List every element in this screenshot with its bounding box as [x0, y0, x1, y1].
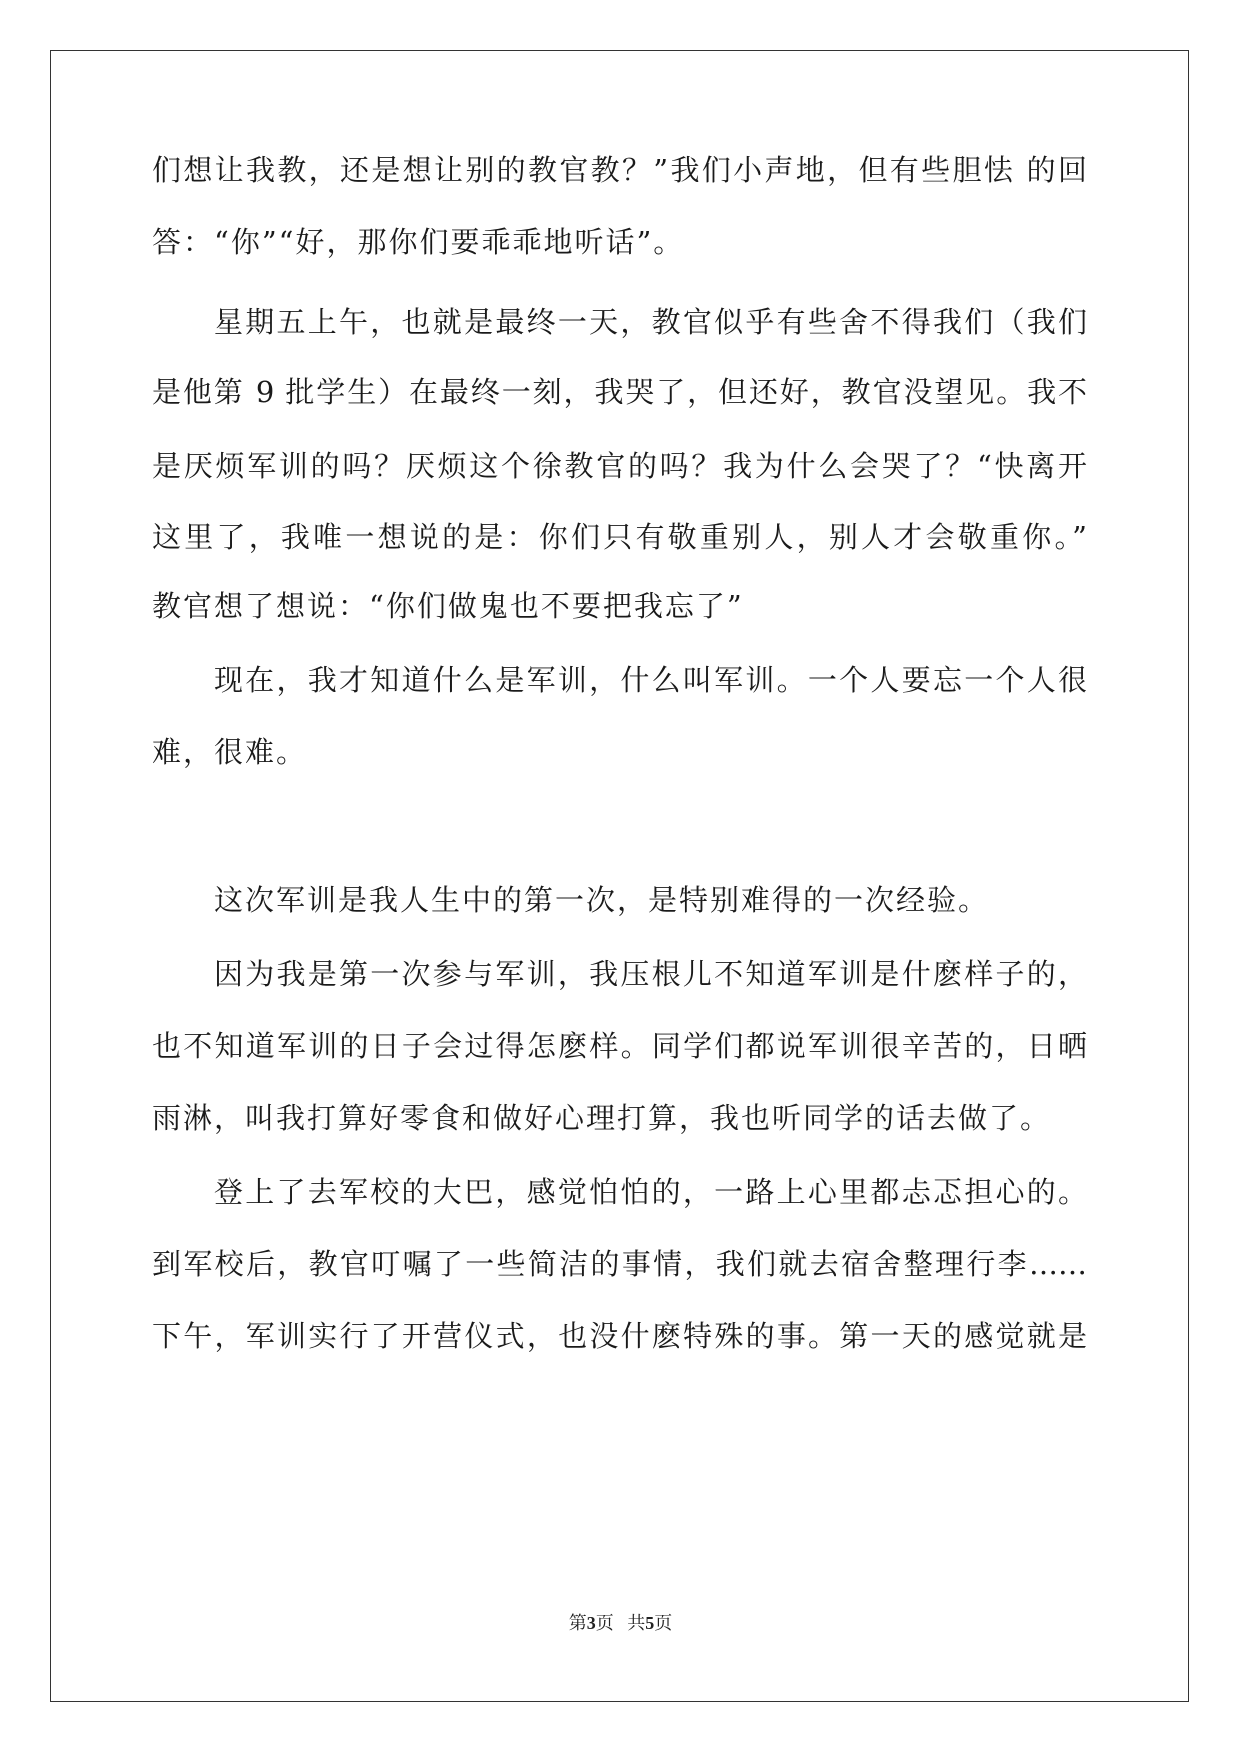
- text-line: 这里了，我唯一想说的是：你们只有敬重别人，别人才会敬重你。”: [152, 520, 1087, 554]
- text-line: 教官想了想说：“你们做鬼也不要把我忘了”: [152, 589, 744, 623]
- text-line: 是厌烦军训的吗？厌烦这个徐教官的吗？我为什么会哭了？“快离开: [152, 449, 1087, 483]
- text-line: 登上了去军校的大巴，感觉怕怕的，一路上心里都忐忑担心的。: [214, 1175, 1087, 1209]
- text-line: 雨淋，叫我打算好零食和做好心理打算，我也听同学的话去做了。: [152, 1101, 1052, 1135]
- footer-page-unit: 页: [595, 1613, 614, 1633]
- text-line: 因为我是第一次参与军训，我压根儿不知道军训是什麽样子的，: [214, 957, 1087, 991]
- footer-total-prefix: 共: [627, 1613, 646, 1633]
- text-line: 星期五上午，也就是最终一天，教官似乎有些舍不得我们（我们: [214, 305, 1087, 339]
- text-line: 这次军训是我人生中的第一次，是特别难得的一次经验。: [214, 883, 990, 917]
- text-line: 们想让我教，还是想让别的教官教？”我们小声地，但有些胆怯 的回: [152, 153, 1087, 187]
- text-line: 答：“你”“好，那你们要乖乖地听话”。: [152, 225, 685, 259]
- text-line: 难，很难。: [152, 735, 308, 769]
- total-pages-number: 5: [645, 1613, 655, 1633]
- footer-total-unit: 页: [654, 1613, 673, 1633]
- text-line: 也不知道军训的日子会过得怎麽样。同学们都说军训很辛苦的，日晒: [152, 1029, 1087, 1063]
- text-line: 到军校后，教官叮嘱了一些简洁的事情，我们就去宿舍整理行李……: [152, 1247, 1087, 1281]
- text-line: 下午，军训实行了开营仪式，也没什麽特殊的事。第一天的感觉就是: [152, 1319, 1087, 1353]
- text-line: 现在，我才知道什么是军训，什么叫军训。一个人要忘一个人很: [214, 663, 1087, 697]
- footer-prefix: 第: [568, 1613, 587, 1633]
- current-page-number: 3: [586, 1613, 596, 1633]
- page-footer: [0, 1611, 1241, 1635]
- text-line: 是他第 9 批学生）在最终一刻，我哭了，但还好，教官没望见。我不: [152, 375, 1087, 409]
- page-border: [50, 50, 1189, 1702]
